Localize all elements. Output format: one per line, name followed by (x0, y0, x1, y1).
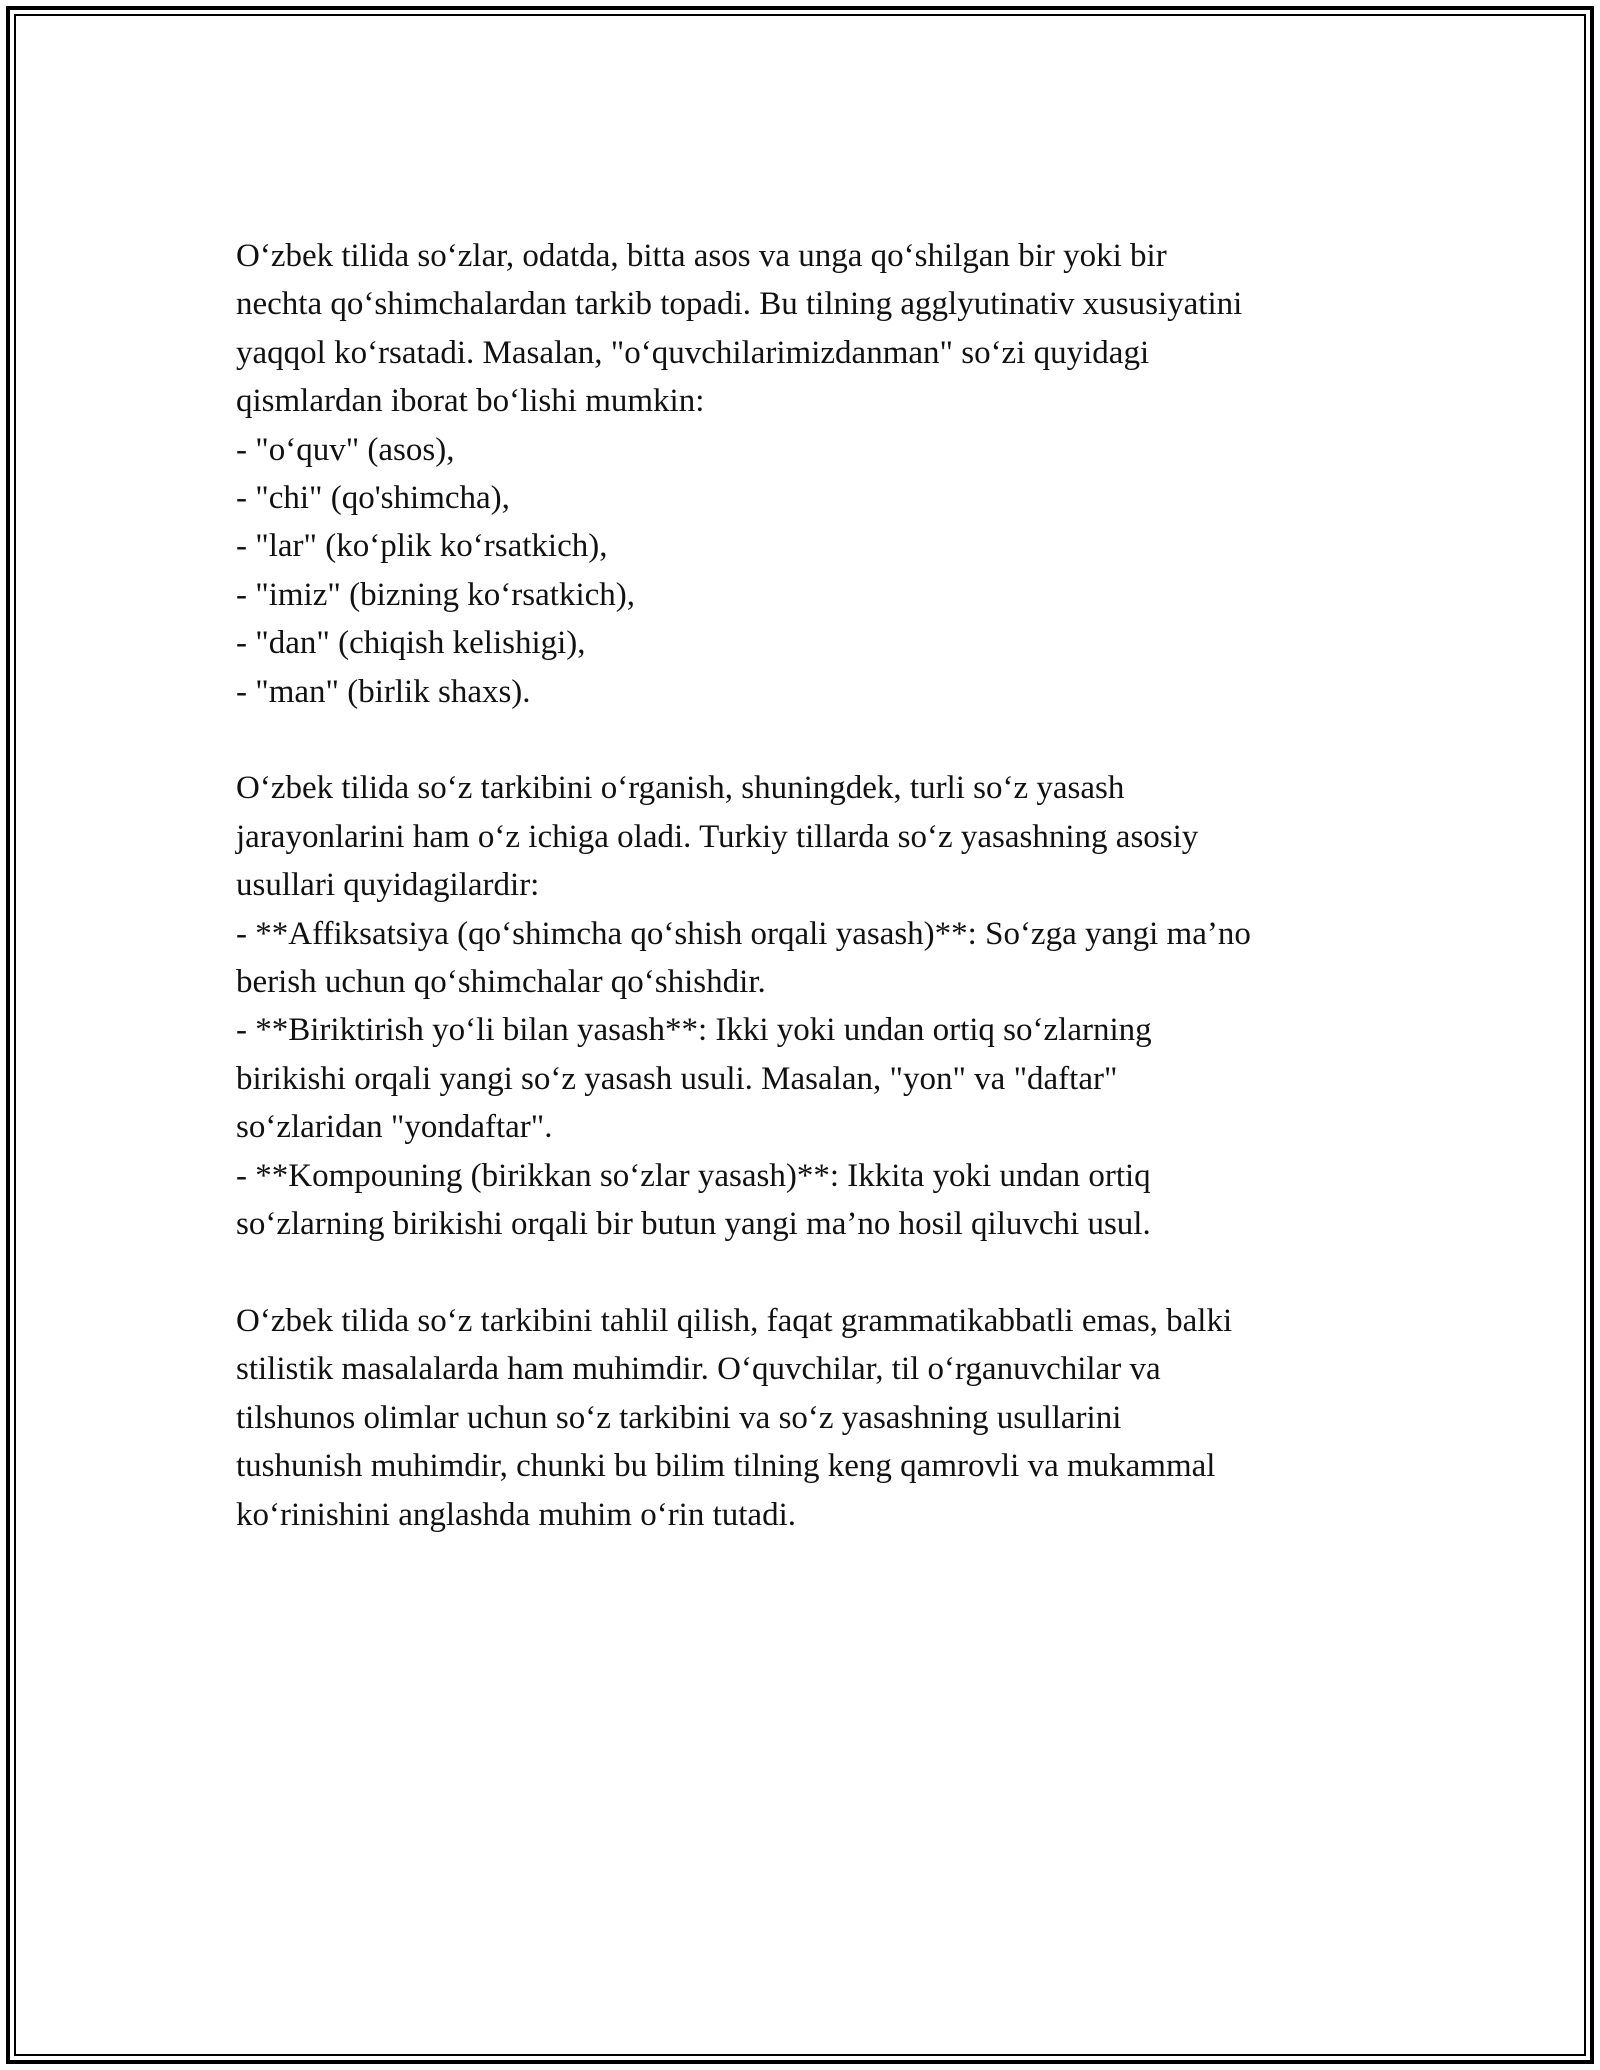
text-line: tilshunos olimlar uchun so‘z tarkibini va so‘z yasashning usullarini (236, 1399, 1122, 1436)
paragraph-2 (236, 764, 1376, 1248)
text-line: stilistik masalalarda ham muhimdir. O‘quvchilar, til o‘rganuvchilar va (236, 1351, 1161, 1388)
text-line: jarayonlarini ham o‘z ichiga oladi. Turkiy tillarda so‘z yasashning asosiy (236, 818, 1199, 855)
text-line: nechta qo‘shimchalardan tarkib topadi. Bu tilning agglyutinativ xususiyatini (236, 286, 1243, 323)
list-item: - "imiz" (bizning ko‘rsatkich), (236, 576, 635, 613)
list-item: - **Biriktirish yo‘li bilan yasash**: Ikki yoki undan ortiq so‘zlarning (236, 1012, 1152, 1049)
text-line: O‘zbek tilida so‘z tarkibini o‘rganish, shuningdek, turli so‘z yasash (236, 770, 1125, 807)
list-item: - "lar" (ko‘plik ko‘rsatkich), (236, 528, 608, 565)
paragraph-1 (236, 232, 1376, 716)
paragraph-3 (236, 1297, 1376, 1539)
text-line: O‘zbek tilida so‘z tarkibini tahlil qilish, faqat grammatikabbatli emas, balki (236, 1302, 1233, 1339)
paragraph-spacer (236, 716, 1376, 764)
list-item-continuation: birikishi orqali yangi so‘z yasash usuli. Masalan, "yon" va "daftar" (236, 1060, 1118, 1097)
list-item: - "dan" (chiqish kelishigi), (236, 625, 586, 662)
text-line: O‘zbek tilida so‘zlar, odatda, bitta asos va unga qo‘shilgan bir yoki bir (236, 238, 1167, 274)
document-body (236, 232, 1376, 1539)
list-item-continuation: so‘zlarning birikishi orqali bir butun yangi ma’no hosil qiluvchi usul. (236, 1206, 1151, 1243)
list-item: - **Affiksatsiya (qo‘shimcha qo‘shish orqali yasash)**: So‘zga yangi ma’no (236, 915, 1251, 952)
text-line: usullari quyidagilardir: (236, 867, 540, 904)
list-item-continuation: so‘zlaridan "yondaftar". (236, 1109, 553, 1146)
text-line: yaqqol ko‘rsatadi. Masalan, "o‘quvchilarimizdanman" so‘zi quyidagi (236, 334, 1150, 371)
list-item: - "o‘quv" (asos), (236, 431, 455, 468)
list-item: - "chi" (qo'shimcha), (236, 480, 510, 517)
list-item: - **Kompouning (birikkan so‘zlar yasash)**: Ikkita yoki undan ortiq (236, 1157, 1151, 1194)
text-line: qismlardan iborat bo‘lishi mumkin: (236, 383, 705, 420)
list-item-continuation: berish uchun qo‘shimchalar qo‘shishdir. (236, 964, 766, 1001)
text-line: ko‘rinishini anglashda muhim o‘rin tutadi. (236, 1496, 797, 1533)
paragraph-spacer (236, 1249, 1376, 1297)
list-item: - "man" (birlik shaxs). (236, 673, 531, 710)
text-line: tushunish muhimdir, chunki bu bilim tilning keng qamrovli va mukammal (236, 1448, 1216, 1485)
